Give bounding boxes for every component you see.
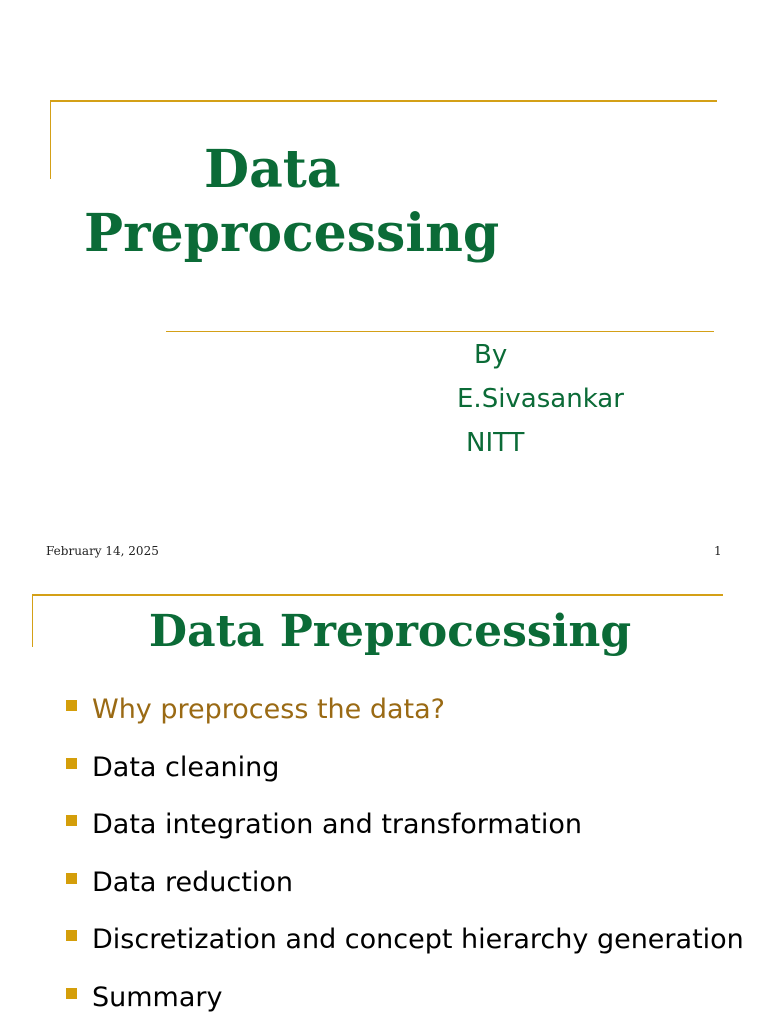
list-item-label: Why preprocess the data? <box>92 694 446 725</box>
slide-title-line-1: Data <box>204 139 341 200</box>
slide-title-line-2: Preprocessing <box>84 203 500 264</box>
list-item-label: Discretization and concept hierarchy generation <box>92 924 744 955</box>
author-name: E.Sivasankar <box>457 384 624 414</box>
footer-date: February 14, 2025 <box>46 544 159 558</box>
square-bullet-icon <box>66 700 77 711</box>
agenda-slide <box>0 590 768 1024</box>
square-bullet-icon <box>66 988 77 999</box>
square-bullet-icon <box>66 930 77 941</box>
footer-page-number: 1 <box>714 544 722 558</box>
slide-title <box>84 138 544 266</box>
square-bullet-icon <box>66 873 77 884</box>
slide-title: Data Preprocessing <box>148 606 632 657</box>
square-bullet-icon <box>66 815 77 826</box>
left-accent-rule <box>50 101 51 179</box>
list-item-label: Data reduction <box>92 866 293 898</box>
top-accent-rule <box>32 594 723 596</box>
author-by: By <box>474 340 508 370</box>
top-accent-rule <box>50 100 717 102</box>
list-item-label: Data cleaning <box>92 751 280 783</box>
list-item-label: Summary <box>92 981 223 1013</box>
author-organization: NITT <box>466 428 525 458</box>
subtitle-divider <box>166 331 714 332</box>
list-item-label: Data integration and transformation <box>92 809 582 840</box>
square-bullet-icon <box>66 758 77 769</box>
